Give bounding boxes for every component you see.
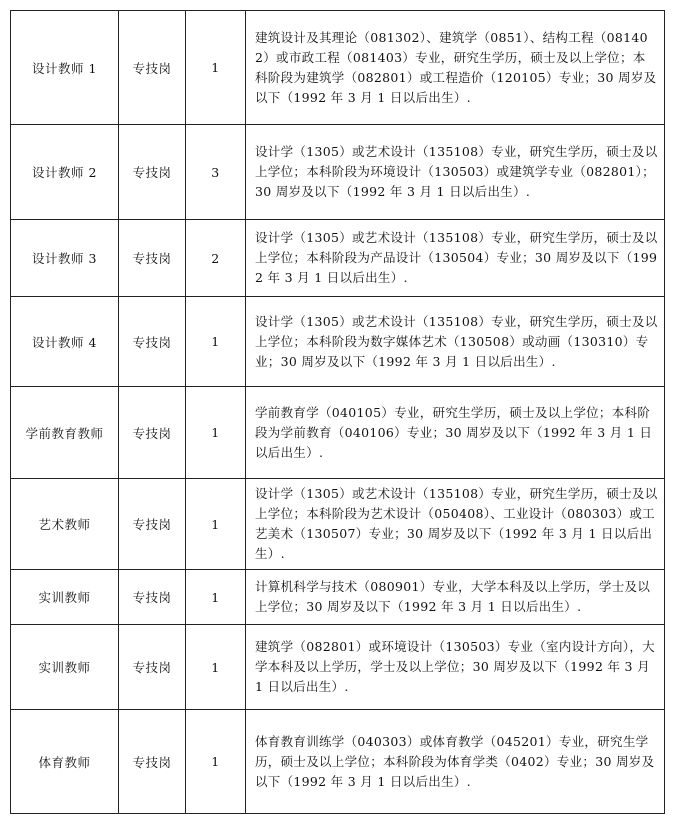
position-cell: 设计教师 3 — [11, 220, 119, 297]
table-row — [11, 220, 665, 297]
headcount-cell: 1 — [186, 297, 246, 387]
table-row — [11, 479, 665, 570]
headcount-cell: 1 — [186, 479, 246, 570]
table-row — [11, 570, 665, 625]
recruitment-table — [10, 10, 665, 814]
requirement-cell: 设计学（1305）或艺术设计（135108）专业，研究生学历，硕士及以上学位；本科阶段为数字媒体艺术（130508）或动画（130310）专业；30 周岁及以下（1992 年 3 月 1 日以后出生）. — [246, 297, 665, 387]
post-type-cell: 专技岗 — [119, 11, 186, 125]
headcount-cell: 1 — [186, 710, 246, 814]
requirement-cell: 建筑设计及其理论（081302）、建筑学（0851）、结构工程（081402）或市政工程（081403）专业，研究生学历，硕士及以上学位；本科阶段为建筑学（082801）或工程造价（120105）专业；30 周岁及以下（1992 年 3 月 1 日以后出生）. — [246, 11, 665, 125]
position-cell: 学前教育教师 — [11, 387, 119, 479]
table-row — [11, 11, 665, 125]
recruitment-sheet — [10, 10, 664, 814]
requirement-cell: 设计学（1305）或艺术设计（135108）专业，研究生学历，硕士及以上学位；本科阶段为产品设计（130504）专业；30 周岁及以下（1992 年 3 月 1 日以后出生）. — [246, 220, 665, 297]
table-row — [11, 125, 665, 220]
post-type-cell: 专技岗 — [119, 570, 186, 625]
post-type-cell: 专技岗 — [119, 125, 186, 220]
headcount-cell: 1 — [186, 387, 246, 479]
table-row — [11, 297, 665, 387]
position-cell: 设计教师 4 — [11, 297, 119, 387]
headcount-cell: 2 — [186, 220, 246, 297]
post-type-cell: 专技岗 — [119, 297, 186, 387]
requirement-cell: 建筑学（082801）或环境设计（130503）专业（室内设计方向），大学本科及以上学历，学士及以上学位；30 周岁及以下（1992 年 3 月 1 日以后出生）. — [246, 625, 665, 710]
headcount-cell: 3 — [186, 125, 246, 220]
position-cell: 体育教师 — [11, 710, 119, 814]
position-cell: 设计教师 1 — [11, 11, 119, 125]
post-type-cell: 专技岗 — [119, 387, 186, 479]
requirement-cell: 计算机科学与技术（080901）专业，大学本科及以上学历，学士及以上学位；30 周岁及以下（1992 年 3 月 1 日以后出生）. — [246, 570, 665, 625]
table-row — [11, 625, 665, 710]
position-cell: 实训教师 — [11, 625, 119, 710]
post-type-cell: 专技岗 — [119, 625, 186, 710]
post-type-cell: 专技岗 — [119, 710, 186, 814]
requirement-cell: 体育教育训练学（040303）或体育教学（045201）专业，研究生学历，硕士及以上学位；本科阶段为体育学类（0402）专业；30 周岁及以下（1992 年 3 月 1 日以后出生）. — [246, 710, 665, 814]
requirement-cell: 学前教育学（040105）专业，研究生学历，硕士及以上学位；本科阶段为学前教育（040106）专业；30 周岁及以下（1992 年 3 月 1 日以后出生）. — [246, 387, 665, 479]
position-cell: 实训教师 — [11, 570, 119, 625]
position-cell: 艺术教师 — [11, 479, 119, 570]
headcount-cell: 1 — [186, 625, 246, 710]
post-type-cell: 专技岗 — [119, 479, 186, 570]
requirement-cell: 设计学（1305）或艺术设计（135108）专业，研究生学历，硕士及以上学位；本科阶段为艺术设计（050408）、工业设计（080303）或工艺美术（130507）专业；30 周岁及以下（1992 年 3 月 1 日以后出生）. — [246, 479, 665, 570]
post-type-cell: 专技岗 — [119, 220, 186, 297]
requirement-cell: 设计学（1305）或艺术设计（135108）专业，研究生学历，硕士及以上学位；本科阶段为环境设计（130503）或建筑学专业（082801）；30 周岁及以下（1992 年 3 月 1 日以后出生）. — [246, 125, 665, 220]
position-cell: 设计教师 2 — [11, 125, 119, 220]
table-row — [11, 710, 665, 814]
table-row — [11, 387, 665, 479]
headcount-cell: 1 — [186, 11, 246, 125]
headcount-cell: 1 — [186, 570, 246, 625]
